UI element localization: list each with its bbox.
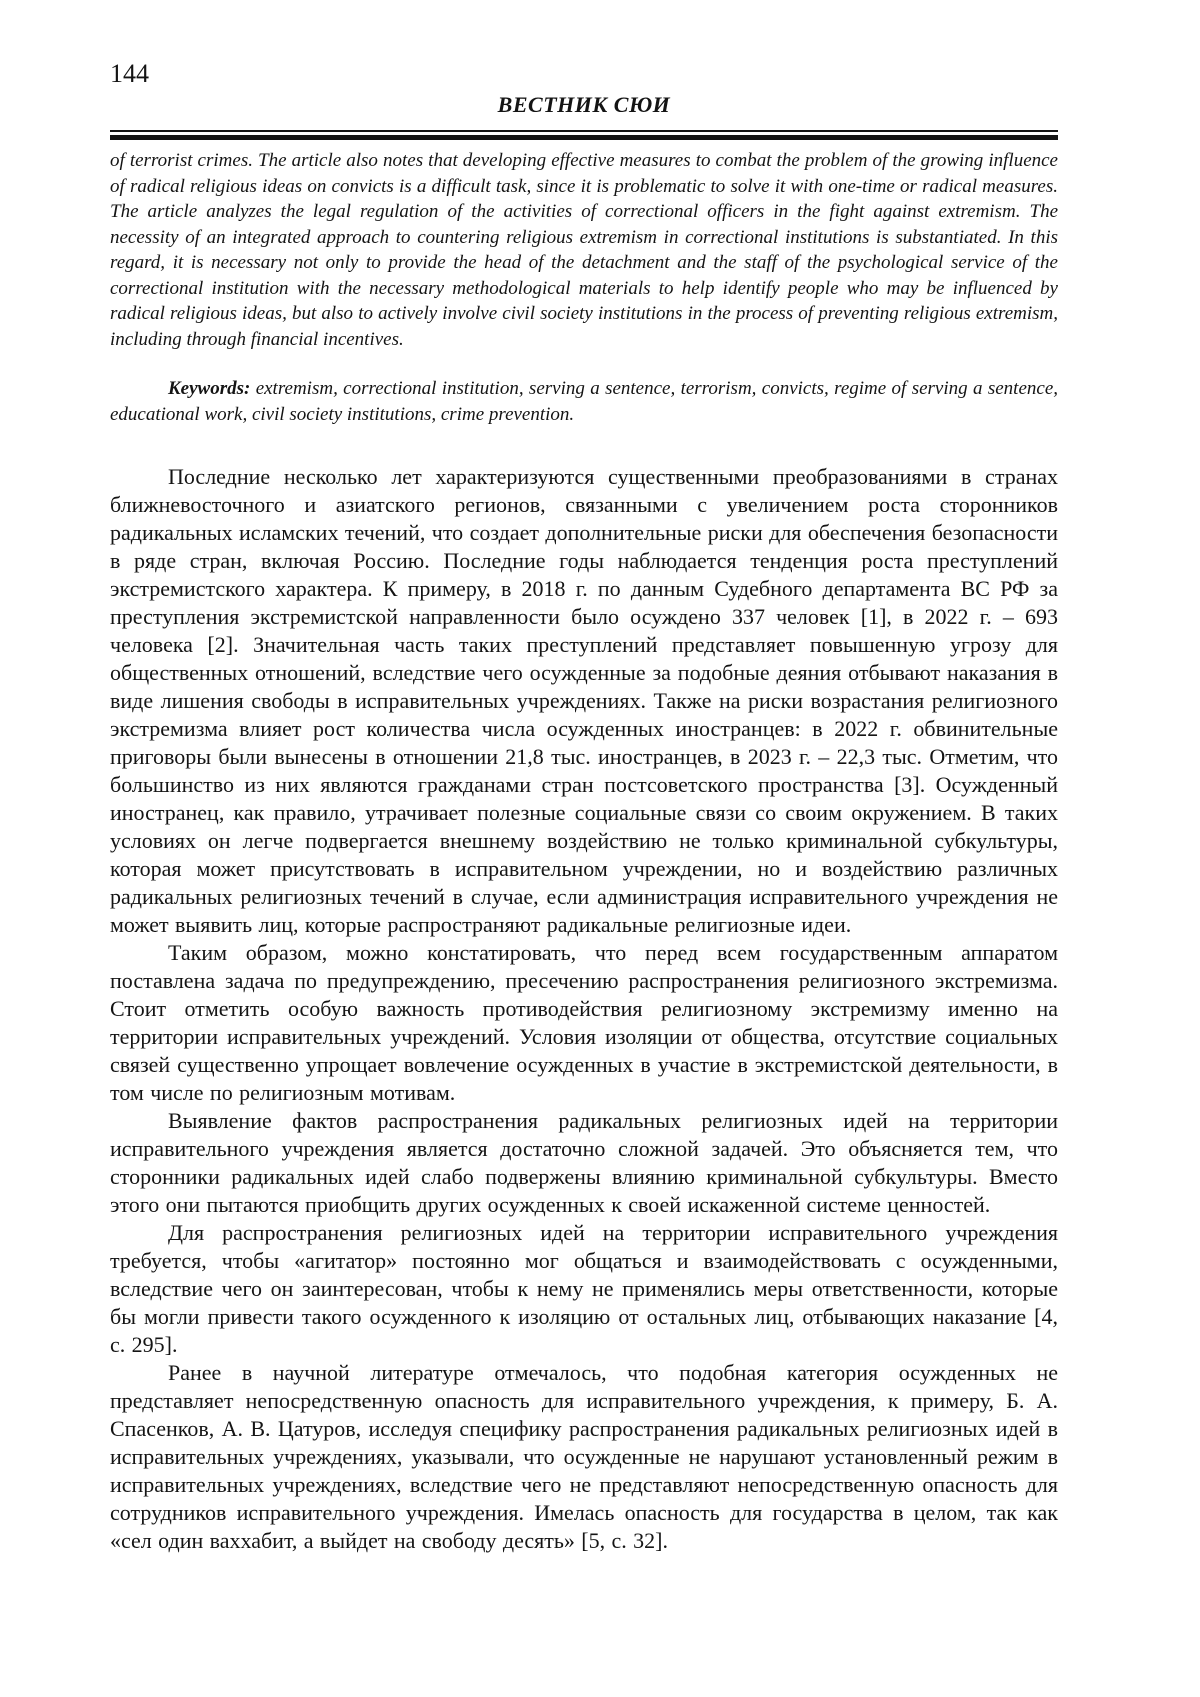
page-number: 144 <box>110 59 149 88</box>
header-rule <box>110 130 1058 140</box>
keywords-text: extremism, correctional institution, serving a sentence, terrorism, convicts, regime of serving a sentence, educational work, civil society institutions, crime prevention. <box>110 378 1058 425</box>
body-paragraph: Выявление фактов распространения радикальных религиозных идей на территории исправительного учреждения является достаточно сложной задачей. Это объясняется тем, что сторонники радикальных идей слабо подвержены влиянию криминальной субкультуры. Вместо этого они пытаются приобщить других осужденных к своей искаженной системе ценностей. <box>110 1108 1058 1217</box>
keywords-label: Keywords: <box>168 378 251 399</box>
abstract-section <box>110 148 1058 427</box>
keywords-line <box>110 376 1058 427</box>
abstract-text: of terrorist crimes. The article also notes that developing effective measures to combat the problem of the growing influence of radical religious ideas on convicts is a difficult task, since it is problematic to solve it with one-time or radical measures. The article analyzes the legal regulation of the activities of correctional officers in the fight against extremism. The necessity of an integrated approach to countering religious extremism in correctional institutions is substantiated. In this regard, it is necessary not only to provide the head of the detachment and the staff of the psychological service of the correctional institution with the necessary methodological materials to help identify people who may be influenced by radical religious ideas, but also to actively involve civil society institutions in the process of preventing religious extremism, including through financial incentives. <box>110 150 1058 350</box>
body-paragraph: Для распространения религиозных идей на территории исправительного учреждения требуется, чтобы «агитатор» постоянно мог общаться и взаимодействовать с осужденными, вследствие чего он заинтересован, чтобы к нему не применялись меры ответственности, которые бы могли привести такого осужденного к изоляцию от остальных лиц, отбывающих наказание [4, с. 295]. <box>110 1220 1058 1357</box>
page-header <box>110 60 1058 140</box>
journal-title: ВЕСТНИК СЮИ <box>497 92 671 117</box>
article-body <box>110 463 1058 1555</box>
body-paragraph: Таким образом, можно констатировать, что перед всем государственным аппаратом поставлена задача по предупреждению, пресечению распространения религиозного экстремизма. Стоит отметить особую важность противодействия религиозному экстремизму именно на территории исправительных учреждений. Условия изоляции от общества, отсутствие социальных связей существенно упрощает вовлечение осужденных в участие в экстремистской деятельности, в том числе по религиозным мотивам. <box>110 940 1058 1105</box>
body-paragraph: Последние несколько лет характеризуются существенными преобразованиями в странах ближневосточного и азиатского регионов, связанными с увеличением роста сторонников радикальных исламских течений, что создает дополнительные риски для обеспечения безопасности в ряде стран, включая Россию. Последние годы наблюдается тенденция роста преступлений экстремистского характера. К примеру, в 2018 г. по данным Судебного департамента ВС РФ за преступления экстремистской направленности было осуждено 337 человек [1], в 2022 г. – 693 человека [2]. Значительная часть таких преступлений представляет повышенную угрозу для общественных отношений, вследствие чего осужденные за подобные деяния отбывают наказания в виде лишения свободы в исправительных учреждениях. Также на риски возрастания религиозного экстремизма влияет рост количества числа осужденных иностранцев: в 2022 г. обвинительные приговоры были вынесены в отношении 21,8 тыс. иностранцев, в 2023 г. – 22,3 тыс. Отметим, что большинство из них являются гражданами стран постсоветского пространства [3]. Осужденный иностранец, как правило, утрачивает полезные социальные связи со своим окружением. В таких условиях он легче подвергается внешнему воздействию не только криминальной субкультуры, которая может присутствовать в исправительном учреждении, но и воздействию различных радикальных религиозных течений в случае, если администрация исправительного учреждения не может выявить лиц, которые распространяют радикальные религиозные идеи. <box>110 464 1058 937</box>
body-paragraph: Ранее в научной литературе отмечалось, что подобная категория осужденных не представляет непосредственную опасность для исправительного учреждения, к примеру, Б. А. Спасенков, А. В. Цатуров, исследуя специфику распространения радикальных религиозных идей в исправительных учреждениях, указывали, что осужденные не нарушают установленный режим в исправительных учреждениях, вследствие чего не представляют непосредственную опасность для сотрудников исправительного учреждения. Имелась опасность для государства в целом, так как «сел один ваххабит, а выйдет на свободу десять» [5, с. 32]. <box>110 1360 1058 1553</box>
